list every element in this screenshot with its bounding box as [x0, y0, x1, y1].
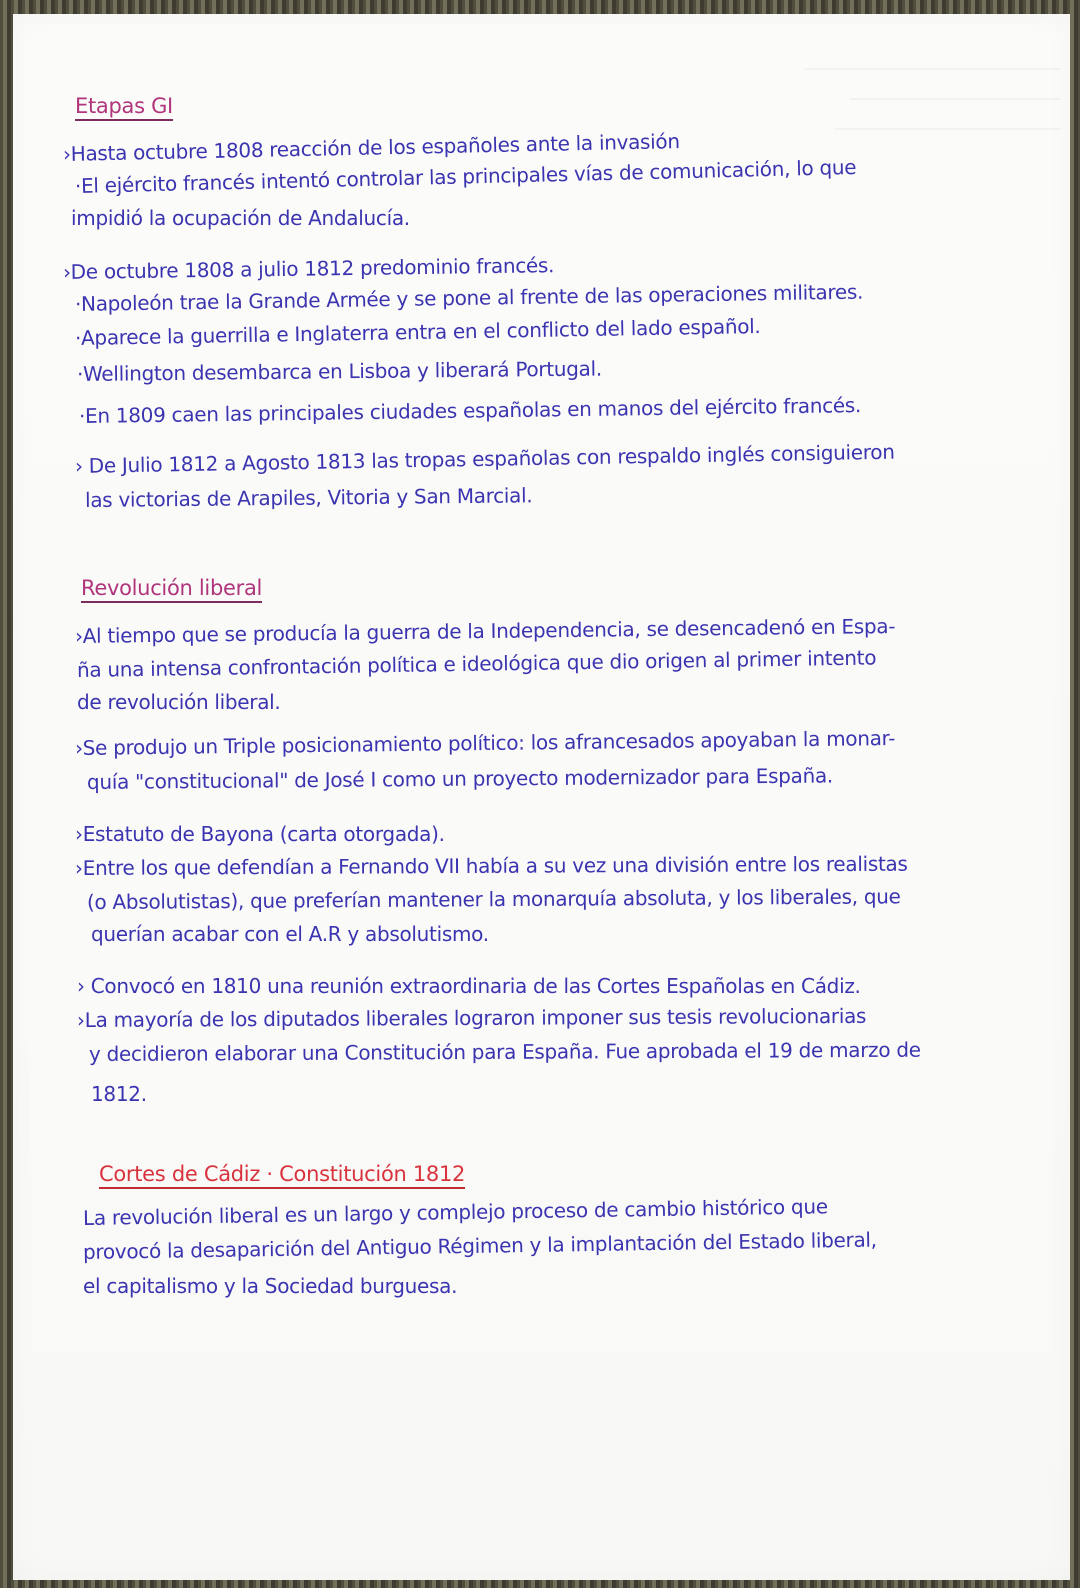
note-line: provocó la desaparición del Antiguo Régimen y la implantación del Estado liberal, — [82, 1227, 877, 1264]
note-line: ›La mayoría de los diputados liberales lograron imponer sus tesis revolucionarias — [76, 1003, 867, 1032]
note-line: ·Napoleón trae la Grande Armée y se pone al frente de las operaciones militares. — [74, 279, 864, 316]
note-line: el capitalismo y la Sociedad burguesa. — [83, 1274, 458, 1298]
note-line: › De Julio 1812 a Agosto 1813 las tropas españolas con respaldo inglés consiguieron — [74, 439, 895, 478]
notebook-page — [13, 14, 1070, 1580]
note-line: ·Wellington desembarca en Lisboa y liberará Portugal. — [76, 356, 602, 386]
note-line: impidió la ocupación de Andalucía. — [71, 206, 410, 230]
section-heading-etapas: Etapas GI — [75, 94, 173, 121]
note-line: › Convocó en 1810 una reunión extraordinaria de las Cortes Españolas en Cádiz. — [77, 974, 861, 998]
note-line: ·El ejército francés intentó controlar las principales vías de comunicación, lo que — [74, 154, 857, 198]
note-line: ña una intensa confrontación política e ideológica que dio origen al primer intento — [76, 645, 877, 682]
section-heading-revolucion-liberal: Revolución liberal — [81, 576, 262, 603]
note-line: ›Hasta octubre 1808 reacción de los españoles ante la invasión — [62, 129, 680, 166]
note-line: querían acabar con el A.R y absolutismo. — [91, 922, 489, 946]
note-line: ·En 1809 caen las principales ciudades españolas en manos del ejército francés. — [78, 393, 862, 428]
section-heading-cortes-de-cadiz: Cortes de Cádiz · Constitución 1812 — [99, 1162, 465, 1189]
note-line: ·Aparece la guerrilla e Inglaterra entra en el conflicto del lado español. — [74, 314, 761, 350]
note-line: ›Se produjo un Triple posicionamiento político: los afrancesados apoyaban la monar- — [74, 725, 896, 760]
note-line: y decidieron elaborar una Constitución para España. Fue aprobada el 19 de marzo de — [88, 1037, 921, 1066]
note-line: (o Absolutistas), que preferían mantener la monarquía absoluta, y los liberales, que — [86, 884, 901, 914]
note-line: ›De octubre 1808 a julio 1812 predominio francés. — [62, 253, 555, 284]
note-line: ›Estatuto de Bayona (carta otorgada). — [75, 822, 445, 846]
note-line: ›Al tiempo que se producía la guerra de la Independencia, se desencadenó en Espa- — [74, 613, 896, 648]
note-line: las victorias de Arapiles, Vitoria y San Marcial. — [84, 483, 533, 512]
note-line: ›Entre los que defendían a Fernando VII había a su vez una división entre los realistas — [74, 851, 908, 880]
note-line: quía "constitucional" de José I como un proyecto modernizador para España. — [86, 763, 834, 794]
note-line: de revolución liberal. — [77, 690, 281, 714]
note-line: 1812. — [91, 1082, 147, 1106]
note-line: La revolución liberal es un largo y complejo proceso de cambio histórico que — [82, 1194, 828, 1230]
bleed-through-text: ————————————————— —————————————— ——————————————— — [805, 60, 1060, 137]
